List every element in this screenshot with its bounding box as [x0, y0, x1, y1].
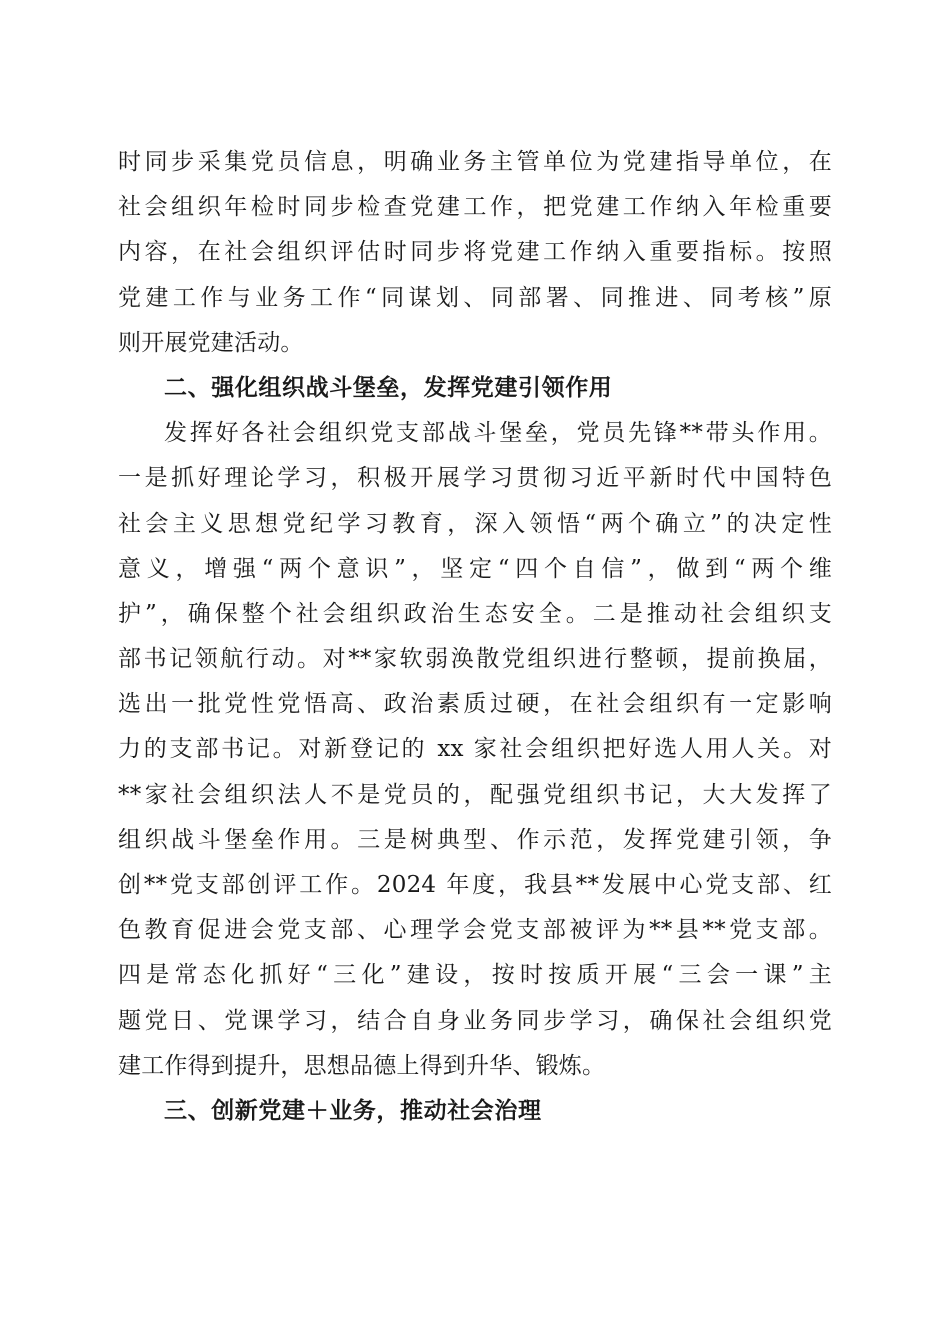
- text-line: 护”，确保整个社会组织政治生态安全。二是推动社会组织支: [118, 600, 832, 627]
- section-heading-3: 三、创新党建＋业务，推动社会治理: [164, 1097, 542, 1124]
- text-line: 色教育促进会党支部、心理学会党支部被评为**县**党支部。: [118, 917, 832, 944]
- text-line: 意义，增强“两个意识”，坚定“四个自信”，做到“两个维: [118, 555, 832, 582]
- text-line: 时同步采集党员信息，明确业务主管单位为党建指导单位，在: [118, 149, 832, 175]
- document-body: [118, 140, 832, 1134]
- text-line: 选出一批党性党悟高、政治素质过硬，在社会组织有一定影响: [118, 691, 832, 718]
- text-line: 社会组织年检时同步检查党建工作，把党建工作纳入年检重要: [118, 194, 832, 221]
- text-line: 发挥好各社会组织党支部战斗堡垒，党员先锋**带头作用。: [164, 420, 832, 447]
- paragraph-2: [118, 411, 832, 1089]
- section-heading-2: 二、强化组织战斗堡垒，发挥党建引领作用: [164, 374, 613, 401]
- text-line: 社会主义思想党纪学习教育，深入领悟“两个确立”的决定性: [118, 510, 832, 537]
- text-line: 则开展党建活动。: [118, 329, 304, 356]
- text-line: 建工作得到提升，思想品德上得到升华、锻炼。: [118, 1052, 606, 1079]
- paragraph-1: [118, 140, 832, 366]
- text-line: 题党日、党课学习，结合自身业务同步学习，确保社会组织党: [118, 1007, 832, 1034]
- text-line: 内容，在社会组织评估时同步将党建工作纳入重要指标。按照: [118, 239, 832, 266]
- text-line: 一是抓好理论学习，积极开展学习贯彻习近平新时代中国特色: [118, 465, 832, 492]
- text-line: **家社会组织法人不是党员的，配强党组织书记，大大发挥了: [118, 781, 832, 808]
- text-line: 创**党支部创评工作。2024 年度，我县**发展中心党支部、红: [118, 872, 832, 898]
- text-line: 力的支部书记。对新登记的 xx 家社会组织把好选人用人关。对: [118, 736, 832, 763]
- text-line: 四是常态化抓好“三化”建设，按时按质开展“三会一课”主: [118, 962, 832, 989]
- text-line: 党建工作与业务工作“同谋划、同部署、同推进、同考核”原: [118, 284, 832, 311]
- text-line: 组织战斗堡垒作用。三是树典型、作示范，发挥党建引领，争: [118, 826, 832, 853]
- text-line: 部书记领航行动。对**家软弱涣散党组织进行整顿，提前换届，: [118, 646, 832, 673]
